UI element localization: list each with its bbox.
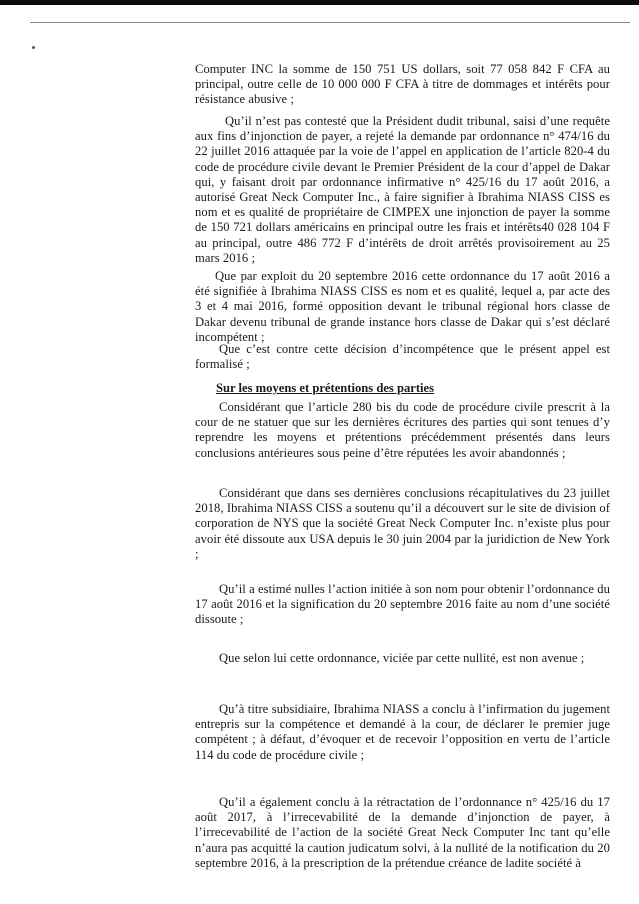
paragraph-2: Qu’il n’est pas contesté que la Président dudit tribunal, saisi d’une requête aux fins d’injonction de payer, a rejeté la demande par ordonnance n° 474/16 du 22 juillet 2016 attaquée par la voie de l’appel en application de l’article 820-4 du code de procédure civile devant le Premier Président de la cour d’appel de Dakar qui, y faisant droit par ordonnance infirmative n° 425/16 du 17 août 2016, a autorisé Great Neck Computer Inc., à faire signifier à Ibrahima NIASS CISS es nom et es qualité de propriétaire de CIMPEX une injonction de payer la somme de 150 721 dollars américains en principal outre les frais et intérêts40 028 104 F au principal, outre 486 772 F d’intérêts de droit arrêtés provisoirement au 25 mars 2016 ; <box>195 114 610 265</box>
header-rule <box>30 22 630 23</box>
paragraph-9: Qu’à titre subsidiaire, Ibrahima NIASS a conclu à l’infirmation du jugement entrepris sur la compétence et demandé à la cour, de déclarer le premier juge compétent ; à défaut, d’évoquer et de recevoir l’opposition en vertu de l’article 114 du code de procédure civile ; <box>195 702 610 762</box>
paragraph-4: Que c’est contre cette décision d’incompétence que le présent appel est formalisé ; <box>195 342 610 372</box>
paragraph-8: Que selon lui cette ordonnance, viciée par cette nullité, est non avenue ; <box>219 651 585 665</box>
paragraph-7: Qu’il a estimé nulles l’action initiée à son nom pour obtenir l’ordonnance du 17 août 2016 et la signification du 20 septembre 2016 faite au nom d’une société dissoute ; <box>195 582 610 627</box>
page-top-edge <box>0 0 639 5</box>
paragraph-1: Computer INC la somme de 150 751 US dollars, soit 77 058 842 F CFA au principal, outre celle de 10 000 000 F CFA à titre de dommages et intérêts pour résistance abusive ; <box>195 62 610 107</box>
paragraph-5: Considérant que l’article 280 bis du code de procédure civile prescrit à la cour de ne statuer que sur les dernières écritures des parties qui sont tenues d’y reprendre les moyens et prétentions précédemment présentés dans leurs conclusions antérieures sous peine d’être réputées les avoir abandonnés ; <box>195 400 610 460</box>
paragraph-10: Qu’il a également conclu à la rétractation de l’ordonnance n° 425/16 du 17 août 2017, à l’irrecevabilité de la demande d’injonction de payer, à l’irrecevabilité de l’action de la société Great Neck Computer Inc tant qu’elle n’aura pas acquitté la caution judicatum solvi, à la nullité de la notification du 20 septembre 2016, à la prescription de la prétendue créance de ladite société à <box>195 795 610 870</box>
section-heading: Sur les moyens et prétentions des parties <box>216 381 435 395</box>
paragraph-6: Considérant que dans ses dernières conclusions récapitulatives du 23 juillet 2018, Ibrahima NIASS CISS a soutenu qu’il a découvert sur le site de division of corporation de NYS que la société Great Neck Computer Inc. n’existe plus pour avoir été dissoute aux USA depuis le 30 juin 2004 par la juridiction de New York ; <box>195 486 610 561</box>
margin-mark <box>32 46 35 49</box>
paragraph-3: Que par exploit du 20 septembre 2016 cette ordonnance du 17 août 2016 a été signifiée à Ibrahima NIASS CISS es nom et es qualité, lequel a, par acte des 3 et 4 mai 2016, formé opposition devant le tribunal régional hors classe de Dakar devenu tribunal de grande instance hors classe de Dakar qui s’est déclaré incompétent ; <box>195 269 610 344</box>
